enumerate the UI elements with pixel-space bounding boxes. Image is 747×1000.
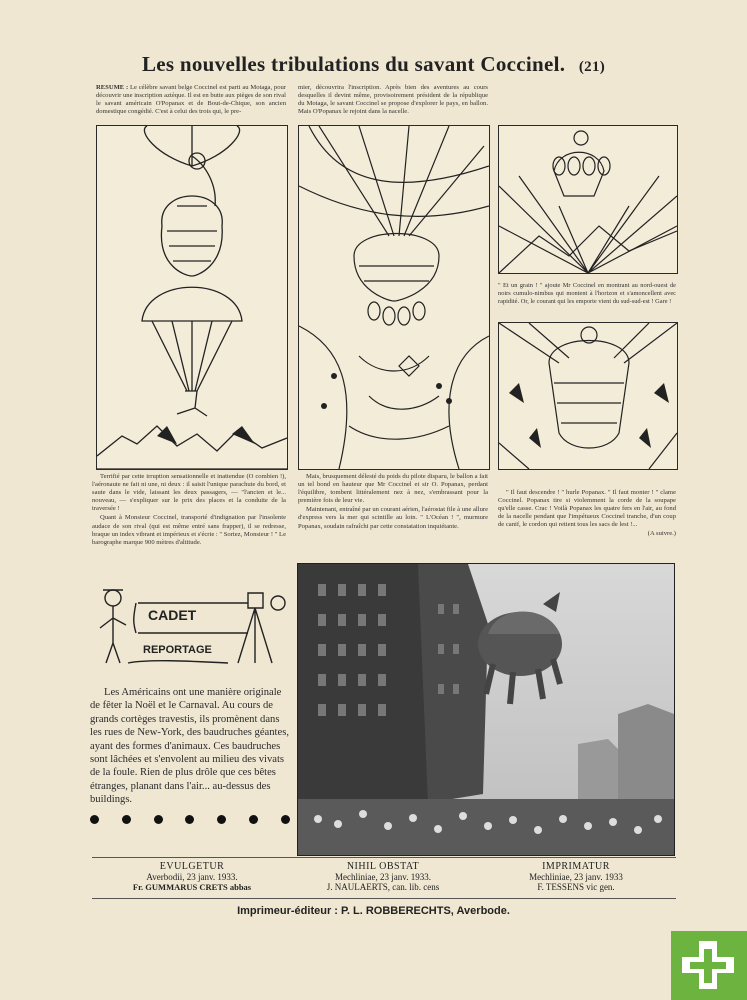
evulgetur-date: Averbodii, 23 janv. 1933. xyxy=(146,872,238,882)
colophon-right xyxy=(476,862,676,892)
dot xyxy=(185,815,194,824)
colophon-rule xyxy=(92,857,676,858)
evulgetur-heading: EVULGETUR xyxy=(159,861,225,872)
caption-col-1 xyxy=(92,473,286,553)
summary-col2 xyxy=(298,84,488,124)
balloon-landscape-illustration xyxy=(299,126,489,469)
new-york-parade-image xyxy=(298,564,674,855)
to-be-continued: (A suivre.) xyxy=(647,530,676,538)
printer-rule xyxy=(92,898,676,899)
dot xyxy=(249,815,258,824)
nihil-obstat-name: J. NAULAERTS, can. lib. cens xyxy=(326,882,440,892)
summary-text-2: mier, découvrira l'inscription. Après bien des aventures au cours desquelles il devint même, provisoirement président de la république du Motaga, le savant Coccinel se propose d'explorer le pays, en ballon. Mais O'Popanax le rejoint dans la nacelle. xyxy=(298,84,488,116)
dot xyxy=(281,815,290,824)
reportage-text xyxy=(90,686,290,807)
caption-col-1-p1: Terrifié par cette irruption sensationnelle et inattendue (O combien !), l'aéronaute ne fait ni une, ni deux : il saisit l'unique parachute du bord, et saute dans le vide, laissant les deux passagers, — "l'ancien et le... nouveau, — s'expliquer sur le prix des places et la conduite de la traversée ! xyxy=(92,473,286,513)
colophon-middle xyxy=(283,862,483,892)
caption-panel-3-text: " Et un grain ! " ajoute Mr Coccinel en montrant au nord-ouest de noirs cumulo-nimbus qui montent à l'horizon et s'amoncellent avec rapidité. Or, le courant qui les emporte vient du sud-sud-est ! Gare ! xyxy=(498,282,676,305)
parade-photo xyxy=(297,563,675,856)
title-text: Les nouvelles tribulations du savant Coccinel. xyxy=(141,52,566,76)
comic-panel-2 xyxy=(298,125,490,470)
summary-label: RESUME : xyxy=(96,84,129,91)
episode-number: (21) xyxy=(578,59,606,75)
logo-cadet: CADET xyxy=(148,607,197,623)
decorative-dots xyxy=(90,815,290,824)
caption-col-2-p2: Maintenant, entraîné par un courant aérien, l'aérostat file à une allure d'express vers la mer qui scintille au loin. " L'Océan ! ", murmure Popanax, soudain rafraîchi par cette constatation inquiétante. xyxy=(298,506,488,530)
imprimatur-heading: IMPRIMATUR xyxy=(542,861,610,872)
caption-col-3-p1: " Il faut descendre ! " hurle Popanax. " Il faut monter ! " clame Coccinel. Popanax tire si violemment la corde de la soupape qu'elle casse. Crac ! Voilà Popanax les quatre fers en l'air, au fond de la nacelle pendant que l'impétueux Coccinel tranche, d'un coup de canif, le cordon qui retient tous les sacs de lest !... xyxy=(498,489,676,529)
balloon-parachute-illustration xyxy=(97,126,287,469)
dot xyxy=(122,815,131,824)
summary-col1 xyxy=(96,84,286,124)
page-title xyxy=(0,52,747,77)
comic-panel-1 xyxy=(96,125,288,470)
dot xyxy=(90,815,99,824)
dot xyxy=(154,815,163,824)
dot xyxy=(217,815,226,824)
summary-text: Le célèbre savant belge Coccinel est parti au Motaga, pour découvrir une inscription aztèque. Il est en butte aux pièges de son rival le savant américain O'Popanax et de Bout-de-Chique, son ancien domestique congédié. C'est à celui des trois qui, le pre- xyxy=(96,84,286,116)
caption-col-2 xyxy=(298,473,488,553)
caption-col-2-p1: Mais, brusquement délesté du poids du pilote disparu, le ballon a fait un tel bond en hauteur que Mr Coccinel et sir O. Popanax, perdant l'équilibre, tombent littéralement nez à nez, s'embrassant pour la première fois de leur vie. xyxy=(298,473,488,505)
comic-panel-4 xyxy=(498,322,678,470)
reporter-camera-illustration xyxy=(88,563,288,683)
logo-reportage: REPORTAGE xyxy=(143,644,212,656)
colophon-left xyxy=(92,862,292,892)
caption-panel-3 xyxy=(498,282,676,320)
nacelle-closeup-illustration xyxy=(499,323,677,469)
comic-panel-3 xyxy=(498,125,678,274)
printer-line: Imprimeur-éditeur : P. L. ROBBERECHTS, Averbode. xyxy=(237,905,510,917)
balloon-sunrise-illustration xyxy=(499,126,677,273)
imprimatur-name: F. TESSENS vic gen. xyxy=(537,882,615,892)
nihil-obstat-date: Mechliniae, 23 janv. 1933. xyxy=(335,872,431,882)
caption-col-1-p2: Quant à Monsieur Coccinel, transporté d'indignation par l'insolente audace de son rival (qui est même entré sans frapper), il se redresse, braque un index vibrant et impérieux et s'écrie : " Sortez, Monsieur ! " Le barographe marque 900 mètres d'altitude. xyxy=(92,514,286,546)
reportage-paragraph: Les Américains ont une manière originale de fêter la Noël et le Carnaval. Au cours de grands cortèges travestis, ils promènent dans les rues de New-York, des baudruches géantes, ayant des formes d'animaux. Ces baudruches sont lâchées et s'envolent au milieu des vivats de la foule. Rien de plus drôle que ces bêtes étranges, planant dans l'air... au-dessus des buildings. xyxy=(90,687,289,806)
evulgetur-name: Fr. GUMMARUS CRETS abbas xyxy=(132,882,252,892)
imprimatur-date: Mechliniae, 23 janv. 1933 xyxy=(529,872,623,882)
nihil-obstat-heading: NIHIL OBSTAT xyxy=(346,861,420,872)
corner-logo-badge xyxy=(671,931,747,1000)
caption-col-3 xyxy=(498,489,676,553)
